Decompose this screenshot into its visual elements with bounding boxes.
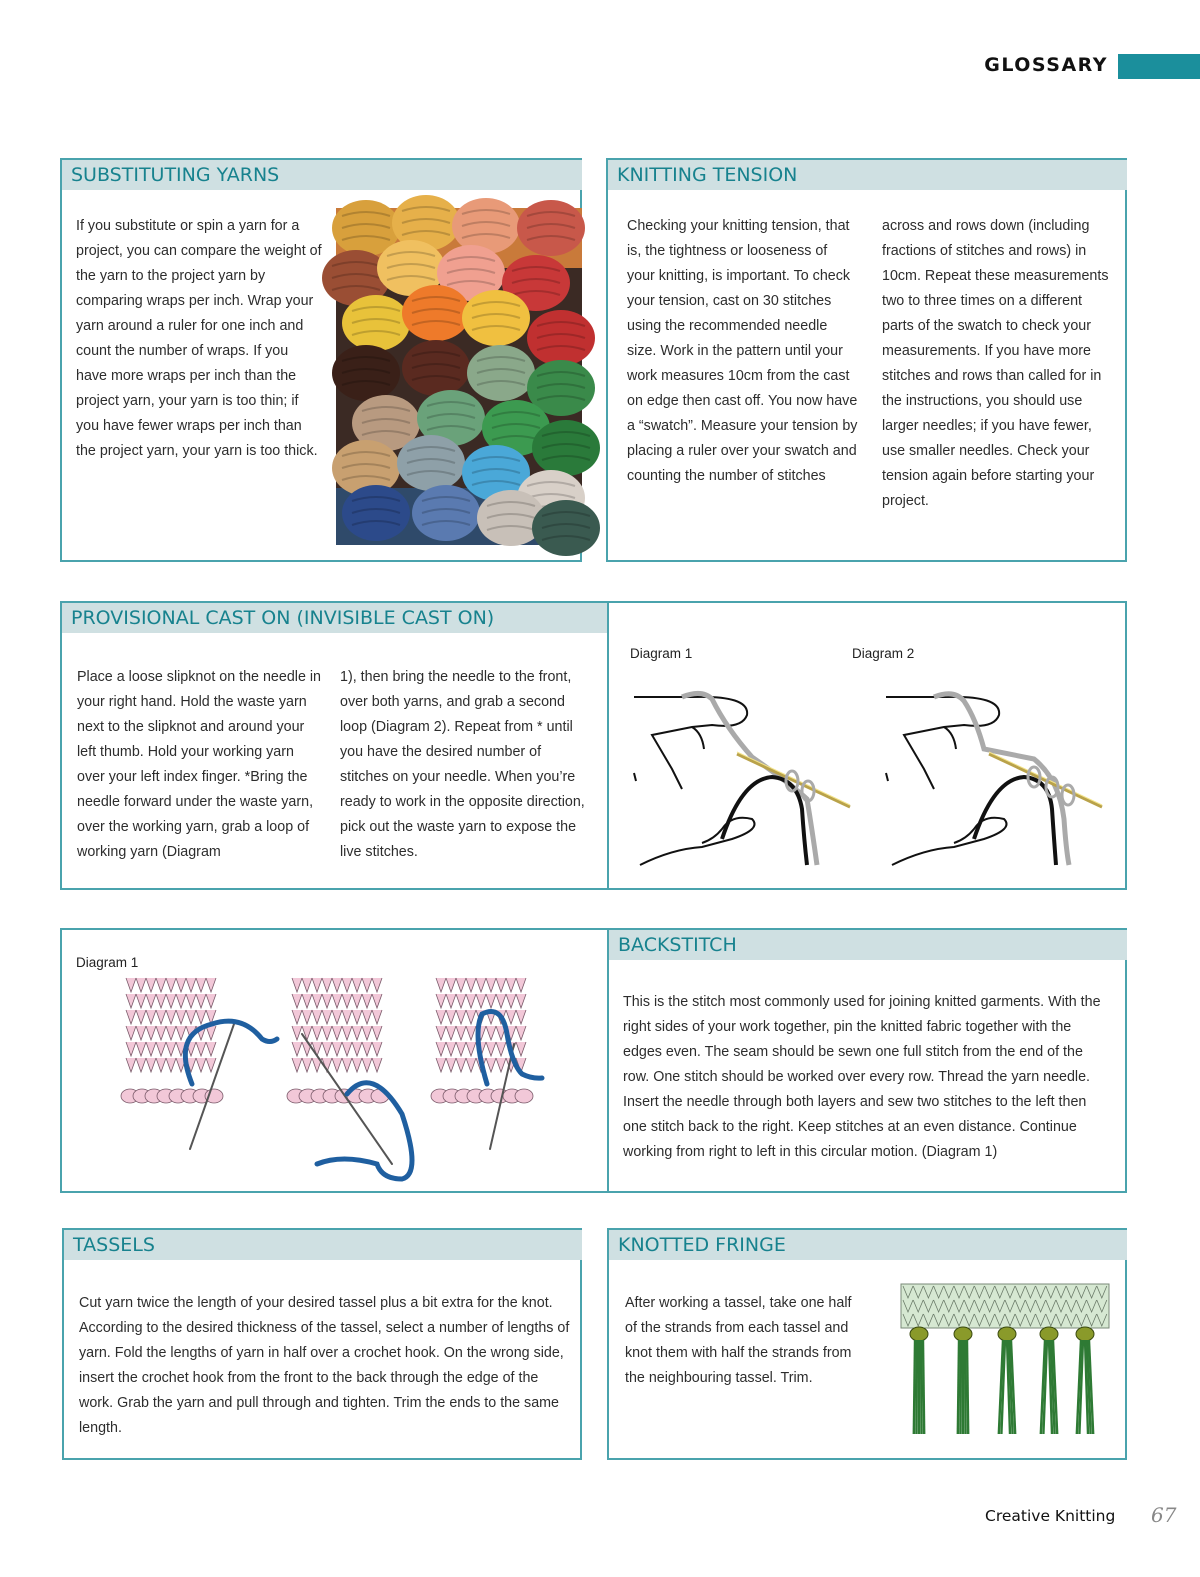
backstitch-diagrams: [102, 974, 602, 1189]
fringe-knot: [954, 1327, 972, 1341]
fringe-knot: [1076, 1327, 1094, 1341]
backstitch-diagram-label: Diagram 1: [76, 955, 139, 970]
fringe-strand: [960, 1340, 961, 1434]
fringe-strand: [967, 1340, 968, 1434]
provisional-cast-on-panel: [60, 601, 1127, 890]
footer-title: Creative Knitting: [985, 1507, 1116, 1525]
fringe-strand: [916, 1340, 917, 1434]
fringe-strand: [921, 1340, 922, 1434]
fringe-strand: [958, 1340, 959, 1434]
knotted-fringe-panel: [607, 1228, 1127, 1460]
fringe-knot: [998, 1327, 1016, 1341]
provisional-divider: [607, 603, 609, 888]
yarn-balls-photo: [336, 208, 582, 545]
substituting-yarns-panel: [60, 158, 582, 562]
provisional-cast-on-title: PROVISIONAL CAST ON (INVISIBLE CAST ON): [62, 603, 608, 633]
knitting-tension-title: KNITTING TENSION: [608, 160, 1127, 190]
section-label: GLOSSARY: [984, 54, 1108, 76]
substituting-yarns-title: SUBSTITUTING YARNS: [62, 160, 582, 190]
knitted-swatch: [121, 978, 223, 1103]
fringe-knot: [910, 1327, 928, 1341]
knotted-fringe-title: KNOTTED FRINGE: [609, 1230, 1127, 1260]
tassels-panel: [62, 1228, 582, 1460]
provisional-cast-on-text-col1: Place a loose slipknot on the needle in your right hand. Hold the waste yarn next to the slipknot and around your left thumb. Hold your working yarn over your left index finger. *Bring the needle forward under the waste yarn, over the working yarn, grab a loop of working yarn (Diagram: [77, 669, 322, 860]
section-tab: [1118, 54, 1200, 79]
fringe-strand: [914, 1340, 915, 1434]
cast-on-diagram-2: [884, 689, 1104, 869]
knitting-tension-text-col1: Checking your knitting tension, that is, the tightness or looseness of your knitting, is important. To check your tension, cast on 30 stitches using the recommended needle size. Work in the pattern until your work measures 10cm from the cast on edge then cast off. You now have a “swatch”. Measure your tension by placing a ruler over your swatch and counting the number of stitches: [627, 218, 858, 484]
knitting-tension-text-col2: across and rows down (including fractions of stitches and rows) in 10cm. Repeat these measurements two to three times on a different parts of the swatch to check your measurements. If you have more stitches and rows than called for in the instructions, you should use larger needles; if you have fewer, use smaller needles. Check your tension again before starting your project.: [882, 218, 1109, 509]
knitted-edge: [901, 1284, 1109, 1328]
provisional-diagram2-label: Diagram 2: [852, 646, 915, 661]
backstitch-divider: [607, 930, 609, 1191]
backstitch-title: BACKSTITCH: [609, 930, 1127, 960]
knitted-swatch: [431, 978, 533, 1103]
knotted-fringe-text: After working a tassel, take one half of the strands from each tassel and knot them with half the strands from the neighbouring tassel. Trim.: [625, 1295, 852, 1386]
page-number: 67: [1151, 1503, 1177, 1527]
fringe-knot: [1040, 1327, 1058, 1341]
substituting-yarns-text: If you substitute or spin a yarn for a project, you can compare the weight of the yarn to the project yarn by comparing wraps per inch. Wrap your yarn around a ruler for one inch and count the number of wraps. If you have more wraps per inch than the project yarn, your yarn is too thin; if you have fewer wraps per inch than the project yarn, your yarn is too thick.: [76, 218, 322, 459]
provisional-diagram1-label: Diagram 1: [630, 646, 693, 661]
tassels-text: Cut yarn twice the length of your desired tassel plus a bit extra for the knot. According to the desired thickness of the tassel, select a number of lengths of yarn. Fold the lengths of yarn in half over a crochet hook. On the wrong side, insert the crochet hook from the front to the back through the edge of the work. Grab the yarn and pull through and tighten. Trim the ends to the same length.: [79, 1295, 570, 1436]
tassels-title: TASSELS: [64, 1230, 582, 1260]
knitting-tension-panel: [606, 158, 1127, 562]
provisional-cast-on-text-col2: 1), then bring the needle to the front, over both yarns, and grab a second loop (Diagram 2). Repeat from * until you have the desired number of stitches on your needle. When you’re ready to work in the opposite direction, pick out the waste yarn to expose the live stitches.: [340, 669, 585, 860]
fringe-strand: [923, 1340, 924, 1434]
fringe-strand: [965, 1340, 966, 1434]
knotted-fringe-diagram: [901, 1284, 1113, 1444]
backstitch-panel: [60, 928, 1127, 1193]
backstitch-text: This is the stitch most commonly used for joining knitted garments. With the right sides of your work together, pin the knitted fabric together with the edges even. The seam should be sewn one full stitch from the end of the row. One stitch should be worked over every row. Thread the yarn needle. Insert the needle through both layers and sew two stitches to the left then one stitch back to the right. Keep stitches at an even distance. Continue working from right to left in this circular motion. (Diagram 1): [623, 994, 1101, 1160]
cast-on-diagram-1: [632, 689, 852, 869]
